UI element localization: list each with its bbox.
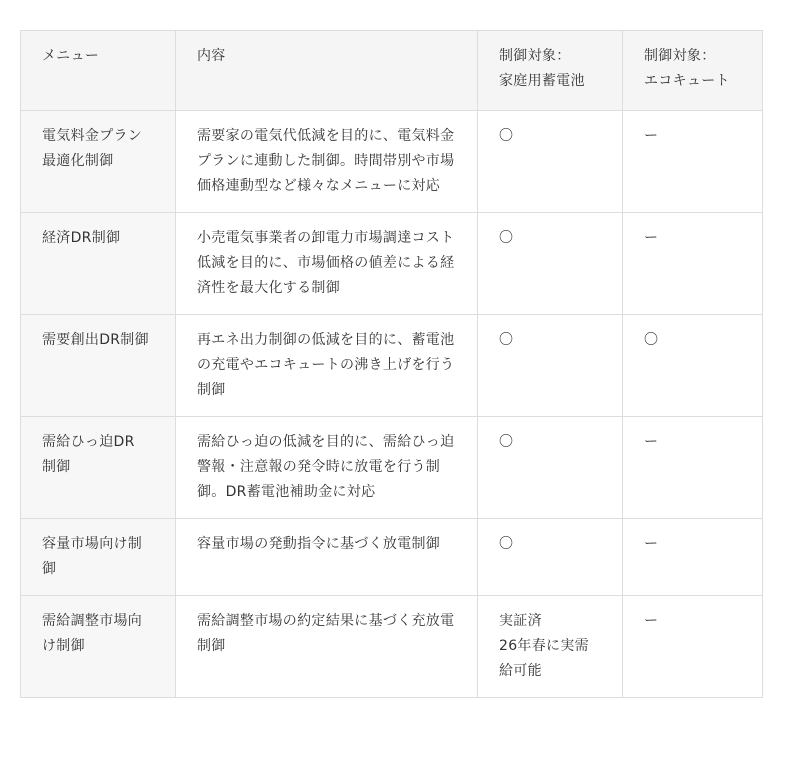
battery-cell: 〇: [478, 315, 623, 417]
table-row: [21, 315, 763, 417]
battery-cell: 〇: [478, 111, 623, 213]
table-row: [21, 417, 763, 519]
table-header-row: [21, 31, 763, 111]
table-row: [21, 213, 763, 315]
ecocute-cell: ー: [623, 519, 763, 596]
ecocute-cell: ー: [623, 213, 763, 315]
control-menu-table-container: [20, 30, 762, 698]
content-cell: 小売電気事業者の卸電力市場調達コスト低減を目的に、市場価格の値差による経済性を最大化する制御: [176, 213, 478, 315]
header-menu: メニュー: [21, 31, 176, 111]
content-cell: 需給ひっ迫の低減を目的に、需給ひっ迫警報・注意報の発令時に放電を行う制御。DR蓄電池補助金に対応: [176, 417, 478, 519]
content-cell: 需要家の電気代低減を目的に、電気料金プランに連動した制御。時間帯別や市場価格連動型など様々なメニューに対応: [176, 111, 478, 213]
battery-cell: 〇: [478, 213, 623, 315]
ecocute-cell: 〇: [623, 315, 763, 417]
menu-cell: 経済DR制御: [21, 213, 176, 315]
content-cell: 再エネ出力制御の低減を目的に、蓄電池の充電やエコキュートの沸き上げを行う制御: [176, 315, 478, 417]
table-row: [21, 519, 763, 596]
battery-cell: 〇: [478, 417, 623, 519]
menu-cell: 需給ひっ迫DR 制御: [21, 417, 176, 519]
ecocute-cell: ー: [623, 417, 763, 519]
ecocute-cell: ー: [623, 596, 763, 698]
header-target-battery: 制御対象： 家庭用蓄電池: [478, 31, 623, 111]
menu-cell: 容量市場向け制御: [21, 519, 176, 596]
content-cell: 容量市場の発動指令に基づく放電制御: [176, 519, 478, 596]
header-target-ecocute: 制御対象： エコキュート: [623, 31, 763, 111]
menu-cell: 電気料金プラン 最適化制御: [21, 111, 176, 213]
battery-cell: 実証済 26年春に実需給可能: [478, 596, 623, 698]
menu-cell: 需給調整市場向け制御: [21, 596, 176, 698]
battery-cell: 〇: [478, 519, 623, 596]
header-content: 内容: [176, 31, 478, 111]
table-row: [21, 111, 763, 213]
ecocute-cell: ー: [623, 111, 763, 213]
menu-cell: 需要創出DR制御: [21, 315, 176, 417]
control-menu-table: [20, 30, 763, 698]
table-row: [21, 596, 763, 698]
content-cell: 需給調整市場の約定結果に基づく充放電制御: [176, 596, 478, 698]
